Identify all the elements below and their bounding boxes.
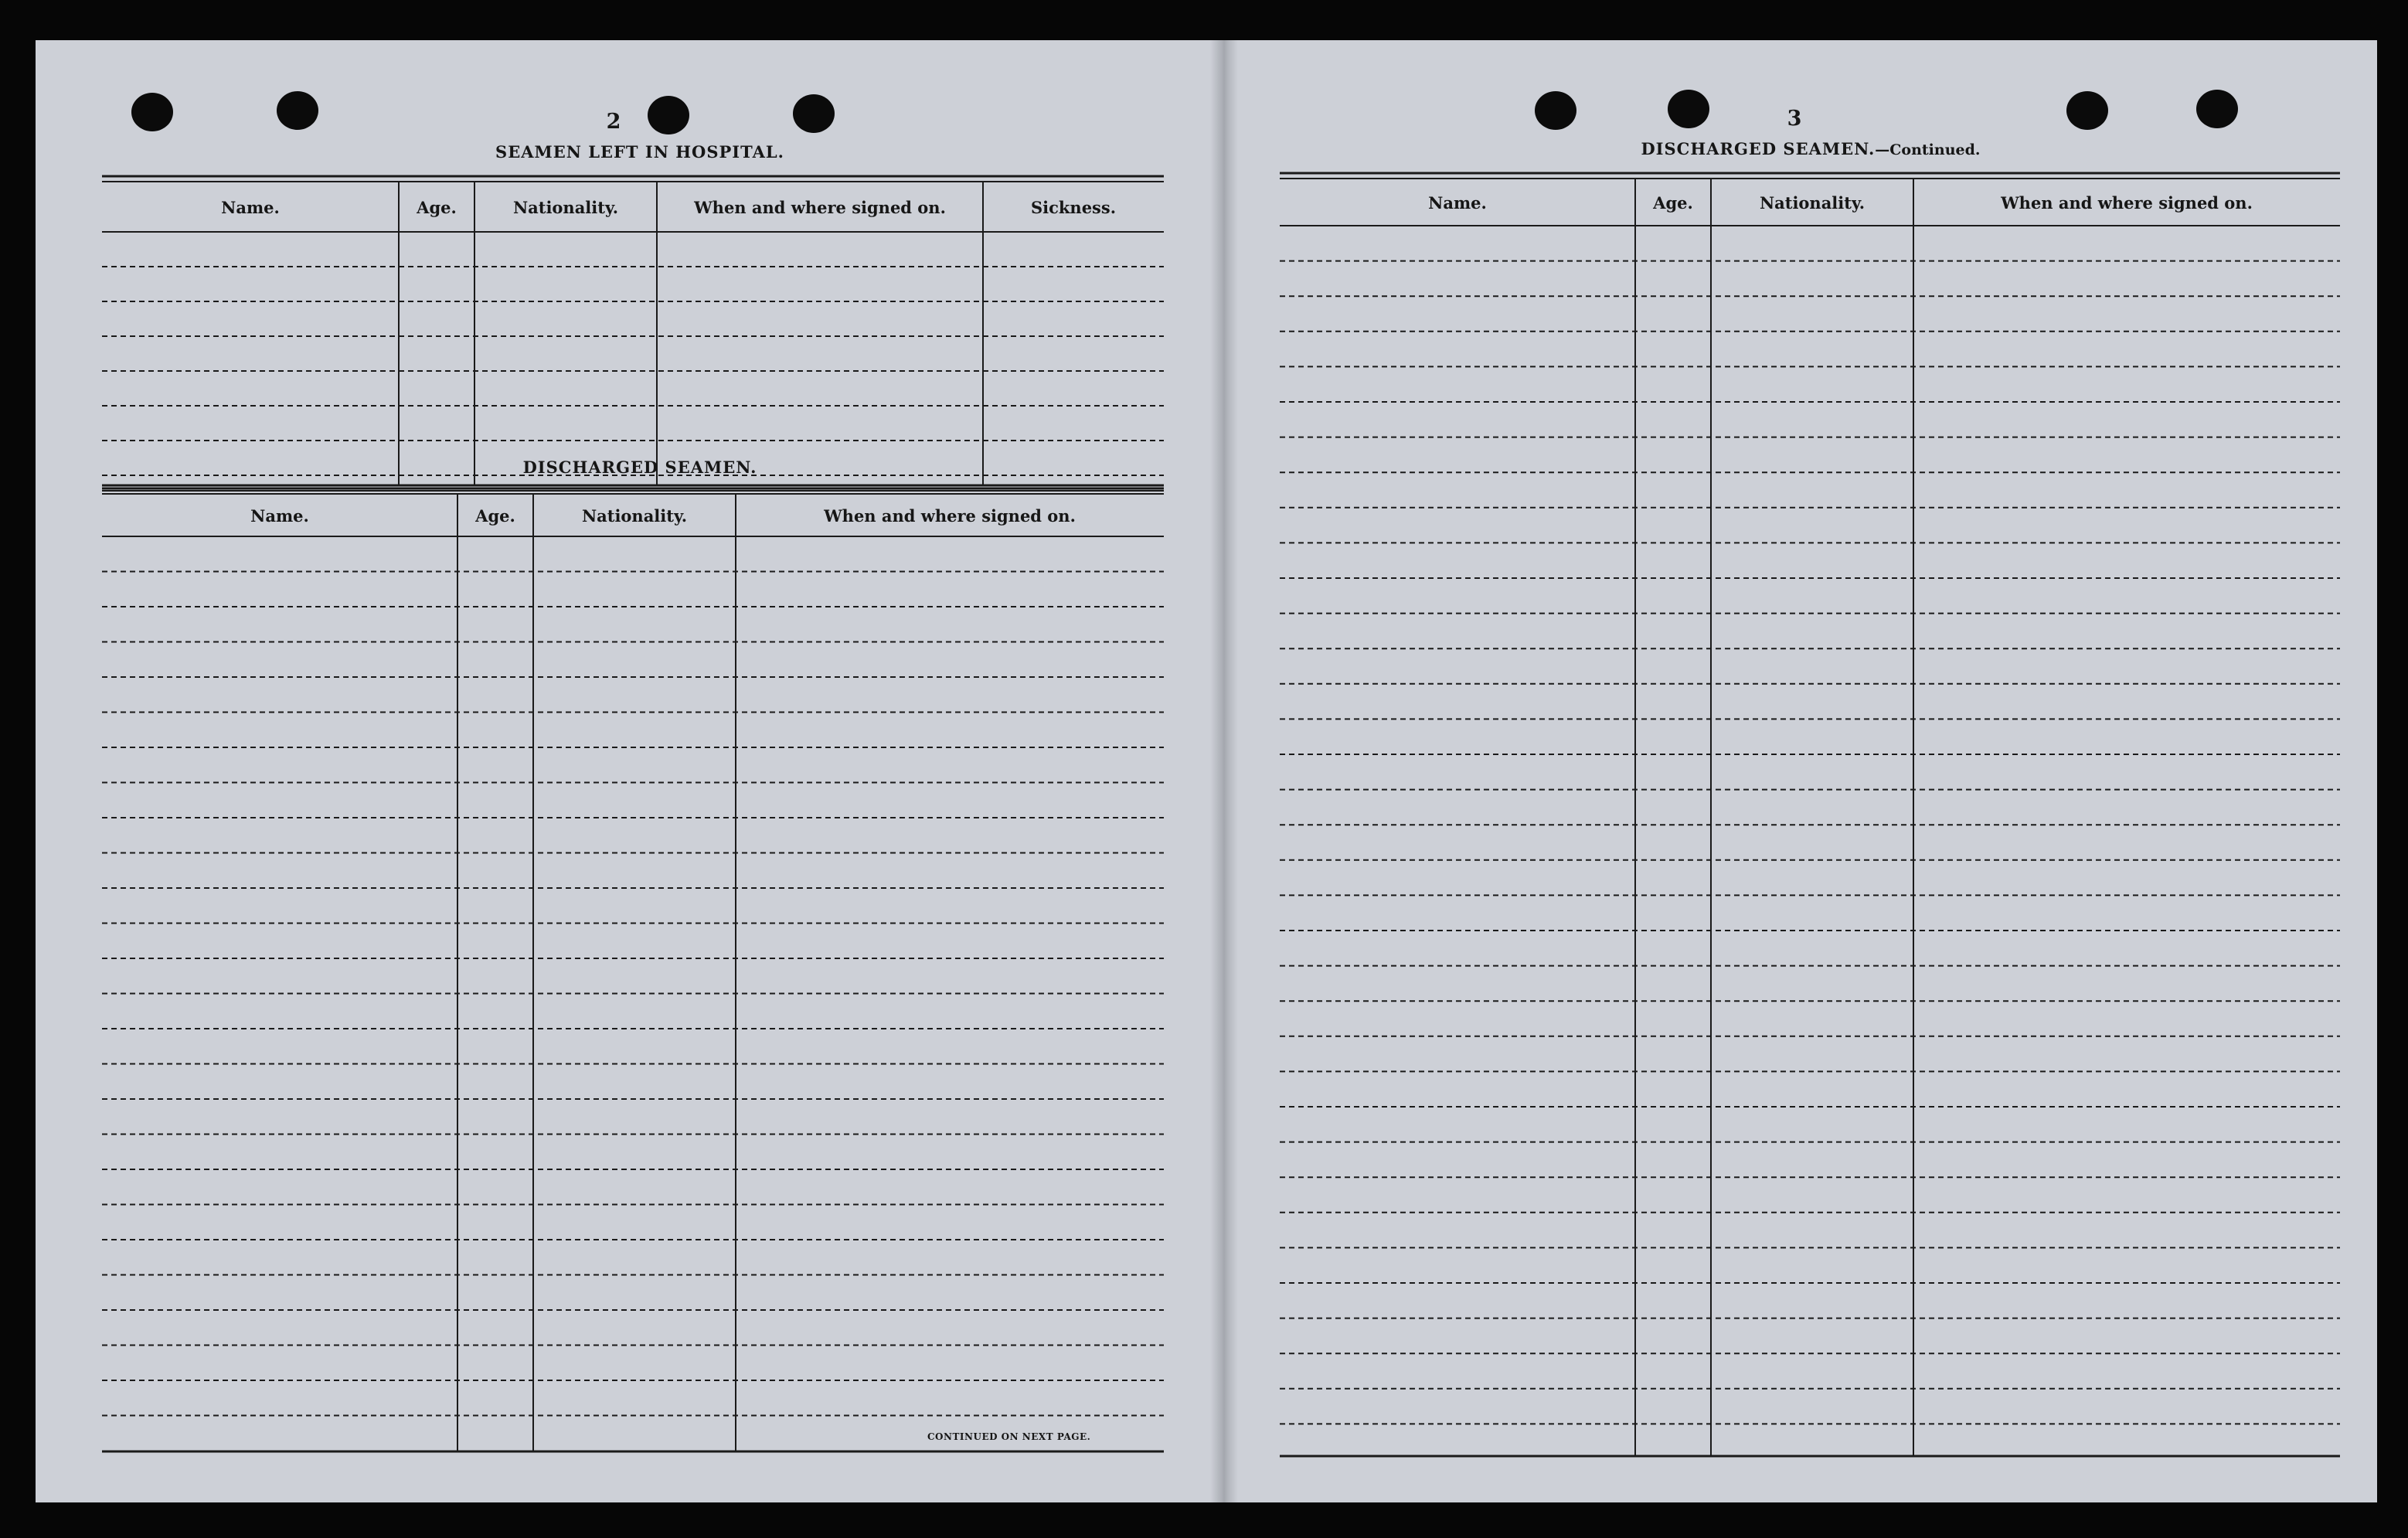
punch-hole (277, 91, 318, 130)
column-header: When and where signed on. (2001, 193, 2253, 213)
punch-hole (1535, 91, 1576, 130)
column-header: Nationality. (512, 198, 619, 217)
column-header: Age. (417, 198, 457, 217)
punch-hole (648, 96, 689, 134)
column-header: When and where signed on. (824, 506, 1076, 526)
discharged-continued-title-text: DISCHARGED SEAMEN. (1641, 139, 1876, 158)
column-header: Name. (250, 506, 309, 526)
column-header: When and where signed on. (694, 198, 946, 217)
page-number-left: 2 (606, 110, 621, 134)
column-header: Name. (1428, 193, 1487, 213)
punch-hole (2066, 91, 2108, 130)
continued-note: CONTINUED ON NEXT PAGE. (927, 1431, 1091, 1442)
column-header: Name. (221, 198, 280, 217)
punch-hole (793, 94, 835, 133)
column-header: Nationality. (581, 506, 688, 526)
punch-hole (1668, 90, 1709, 128)
discharged-table-left (102, 488, 1164, 1464)
discharged-continued-suffix: —Continued. (1875, 141, 1981, 158)
hospital-section-title: SEAMEN LEFT IN HOSPITAL. (495, 142, 784, 162)
column-header: Age. (475, 506, 515, 526)
discharged-section-title: DISCHARGED SEAMEN. (522, 458, 757, 477)
table-rules (1280, 173, 2340, 1468)
form-sheet (36, 40, 2377, 1502)
page-fold (1210, 40, 1238, 1502)
table-rules (102, 488, 1164, 1464)
table-rules (102, 176, 1164, 498)
column-header: Sickness. (1030, 198, 1117, 217)
column-header: Age. (1653, 193, 1693, 213)
punch-hole (131, 93, 173, 131)
column-header: Nationality. (1759, 193, 1866, 213)
hospital-table (102, 176, 1164, 498)
punch-hole (2196, 90, 2238, 128)
discharged-continued-title (1289, 139, 2332, 158)
discharged-table-right (1280, 173, 2340, 1468)
page-number-right: 3 (1787, 107, 1802, 131)
